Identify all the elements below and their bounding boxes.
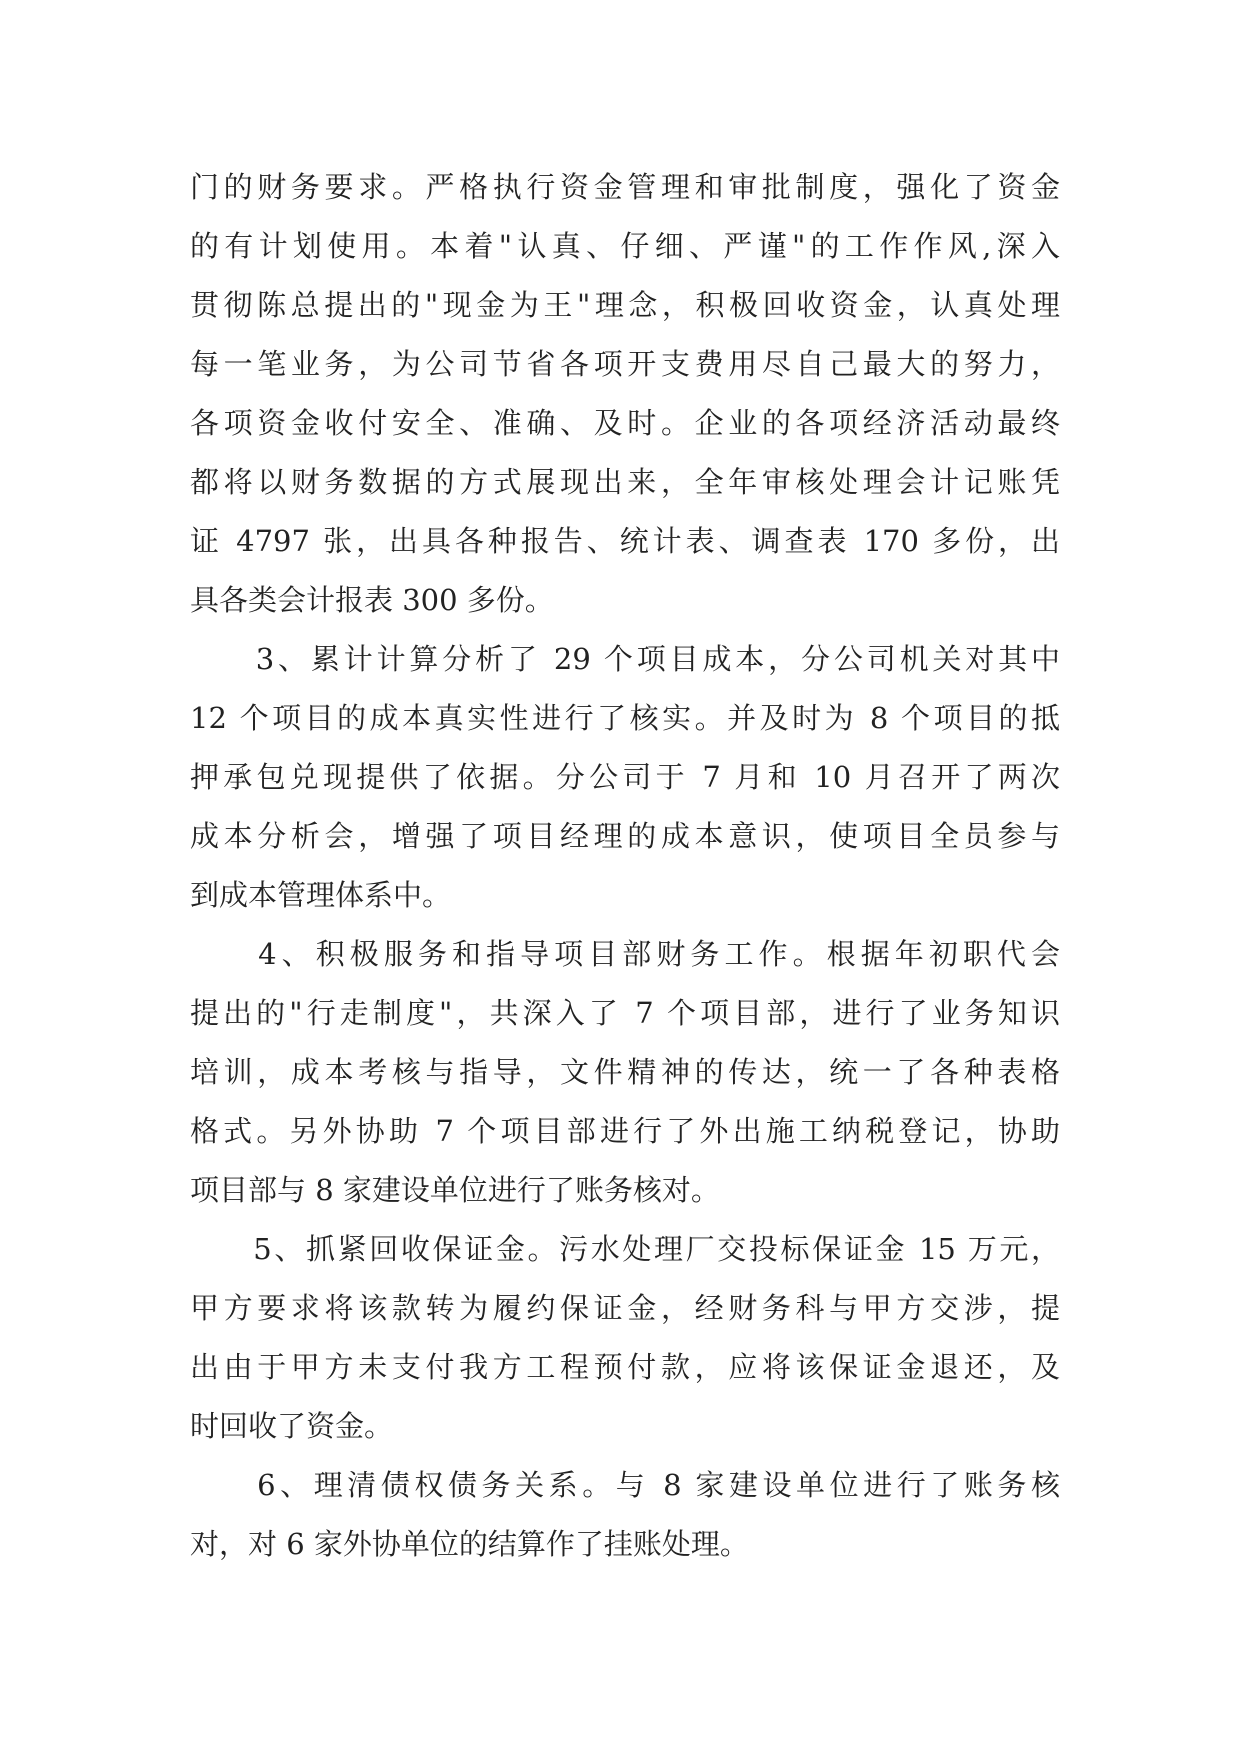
text-line: 具各类会计报表 300 多份。	[190, 583, 554, 617]
text-line: 证 4797 张，出具各种报告、统计表、调查表 170 多份，出	[190, 524, 1060, 558]
text-line: 每一笔业务，为公司节省各项开支费用尽自己最大的努力，	[190, 347, 1060, 381]
text-line: 时回收了资金。	[190, 1409, 394, 1443]
text-line: 4、积极服务和指导项目部财务工作。根据年初职代会	[190, 937, 1060, 971]
text-line: 成本分析会，增强了项目经理的成本意识，使项目全员参与	[190, 819, 1060, 853]
document-body	[190, 158, 1060, 1574]
text-line: 提出的"行走制度"，共深入了 7 个项目部，进行了业务知识	[190, 996, 1060, 1030]
text-line: 到成本管理体系中。	[190, 878, 452, 912]
text-line: 出由于甲方未支付我方工程预付款，应将该保证金退还，及	[190, 1350, 1060, 1384]
text-line: 门的财务要求。严格执行资金管理和审批制度，强化了资金	[190, 170, 1060, 204]
text-line: 贯彻陈总提出的"现金为王"理念，积极回收资金，认真处理	[190, 288, 1060, 322]
text-line: 的有计划使用。本着"认真、仔细、严谨"的工作作风,深入	[190, 229, 1060, 263]
text-line: 6、理清债权债务关系。与 8 家建设单位进行了账务核	[190, 1468, 1060, 1502]
text-line: 对，对 6 家外协单位的结算作了挂账处理。	[190, 1527, 749, 1561]
text-line: 3、累计计算分析了 29 个项目成本，分公司机关对其中	[190, 642, 1060, 676]
text-line: 都将以财务数据的方式展现出来，全年审核处理会计记账凭	[190, 465, 1060, 499]
text-line: 项目部与 8 家建设单位进行了账务核对。	[190, 1173, 720, 1207]
text-line: 甲方要求将该款转为履约保证金，经财务科与甲方交涉，提	[190, 1291, 1060, 1325]
text-line: 各项资金收付安全、准确、及时。企业的各项经济活动最终	[190, 406, 1060, 440]
text-line: 押承包兑现提供了依据。分公司于 7 月和 10 月召开了两次	[190, 760, 1060, 794]
text-line: 12 个项目的成本真实性进行了核实。并及时为 8 个项目的抵	[190, 701, 1060, 735]
text-line: 5、抓紧回收保证金。污水处理厂交投标保证金 15 万元，	[190, 1232, 1060, 1266]
text-line: 格式。另外协助 7 个项目部进行了外出施工纳税登记，协助	[190, 1114, 1060, 1148]
text-line: 培训，成本考核与指导，文件精神的传达，统一了各种表格	[190, 1055, 1060, 1089]
